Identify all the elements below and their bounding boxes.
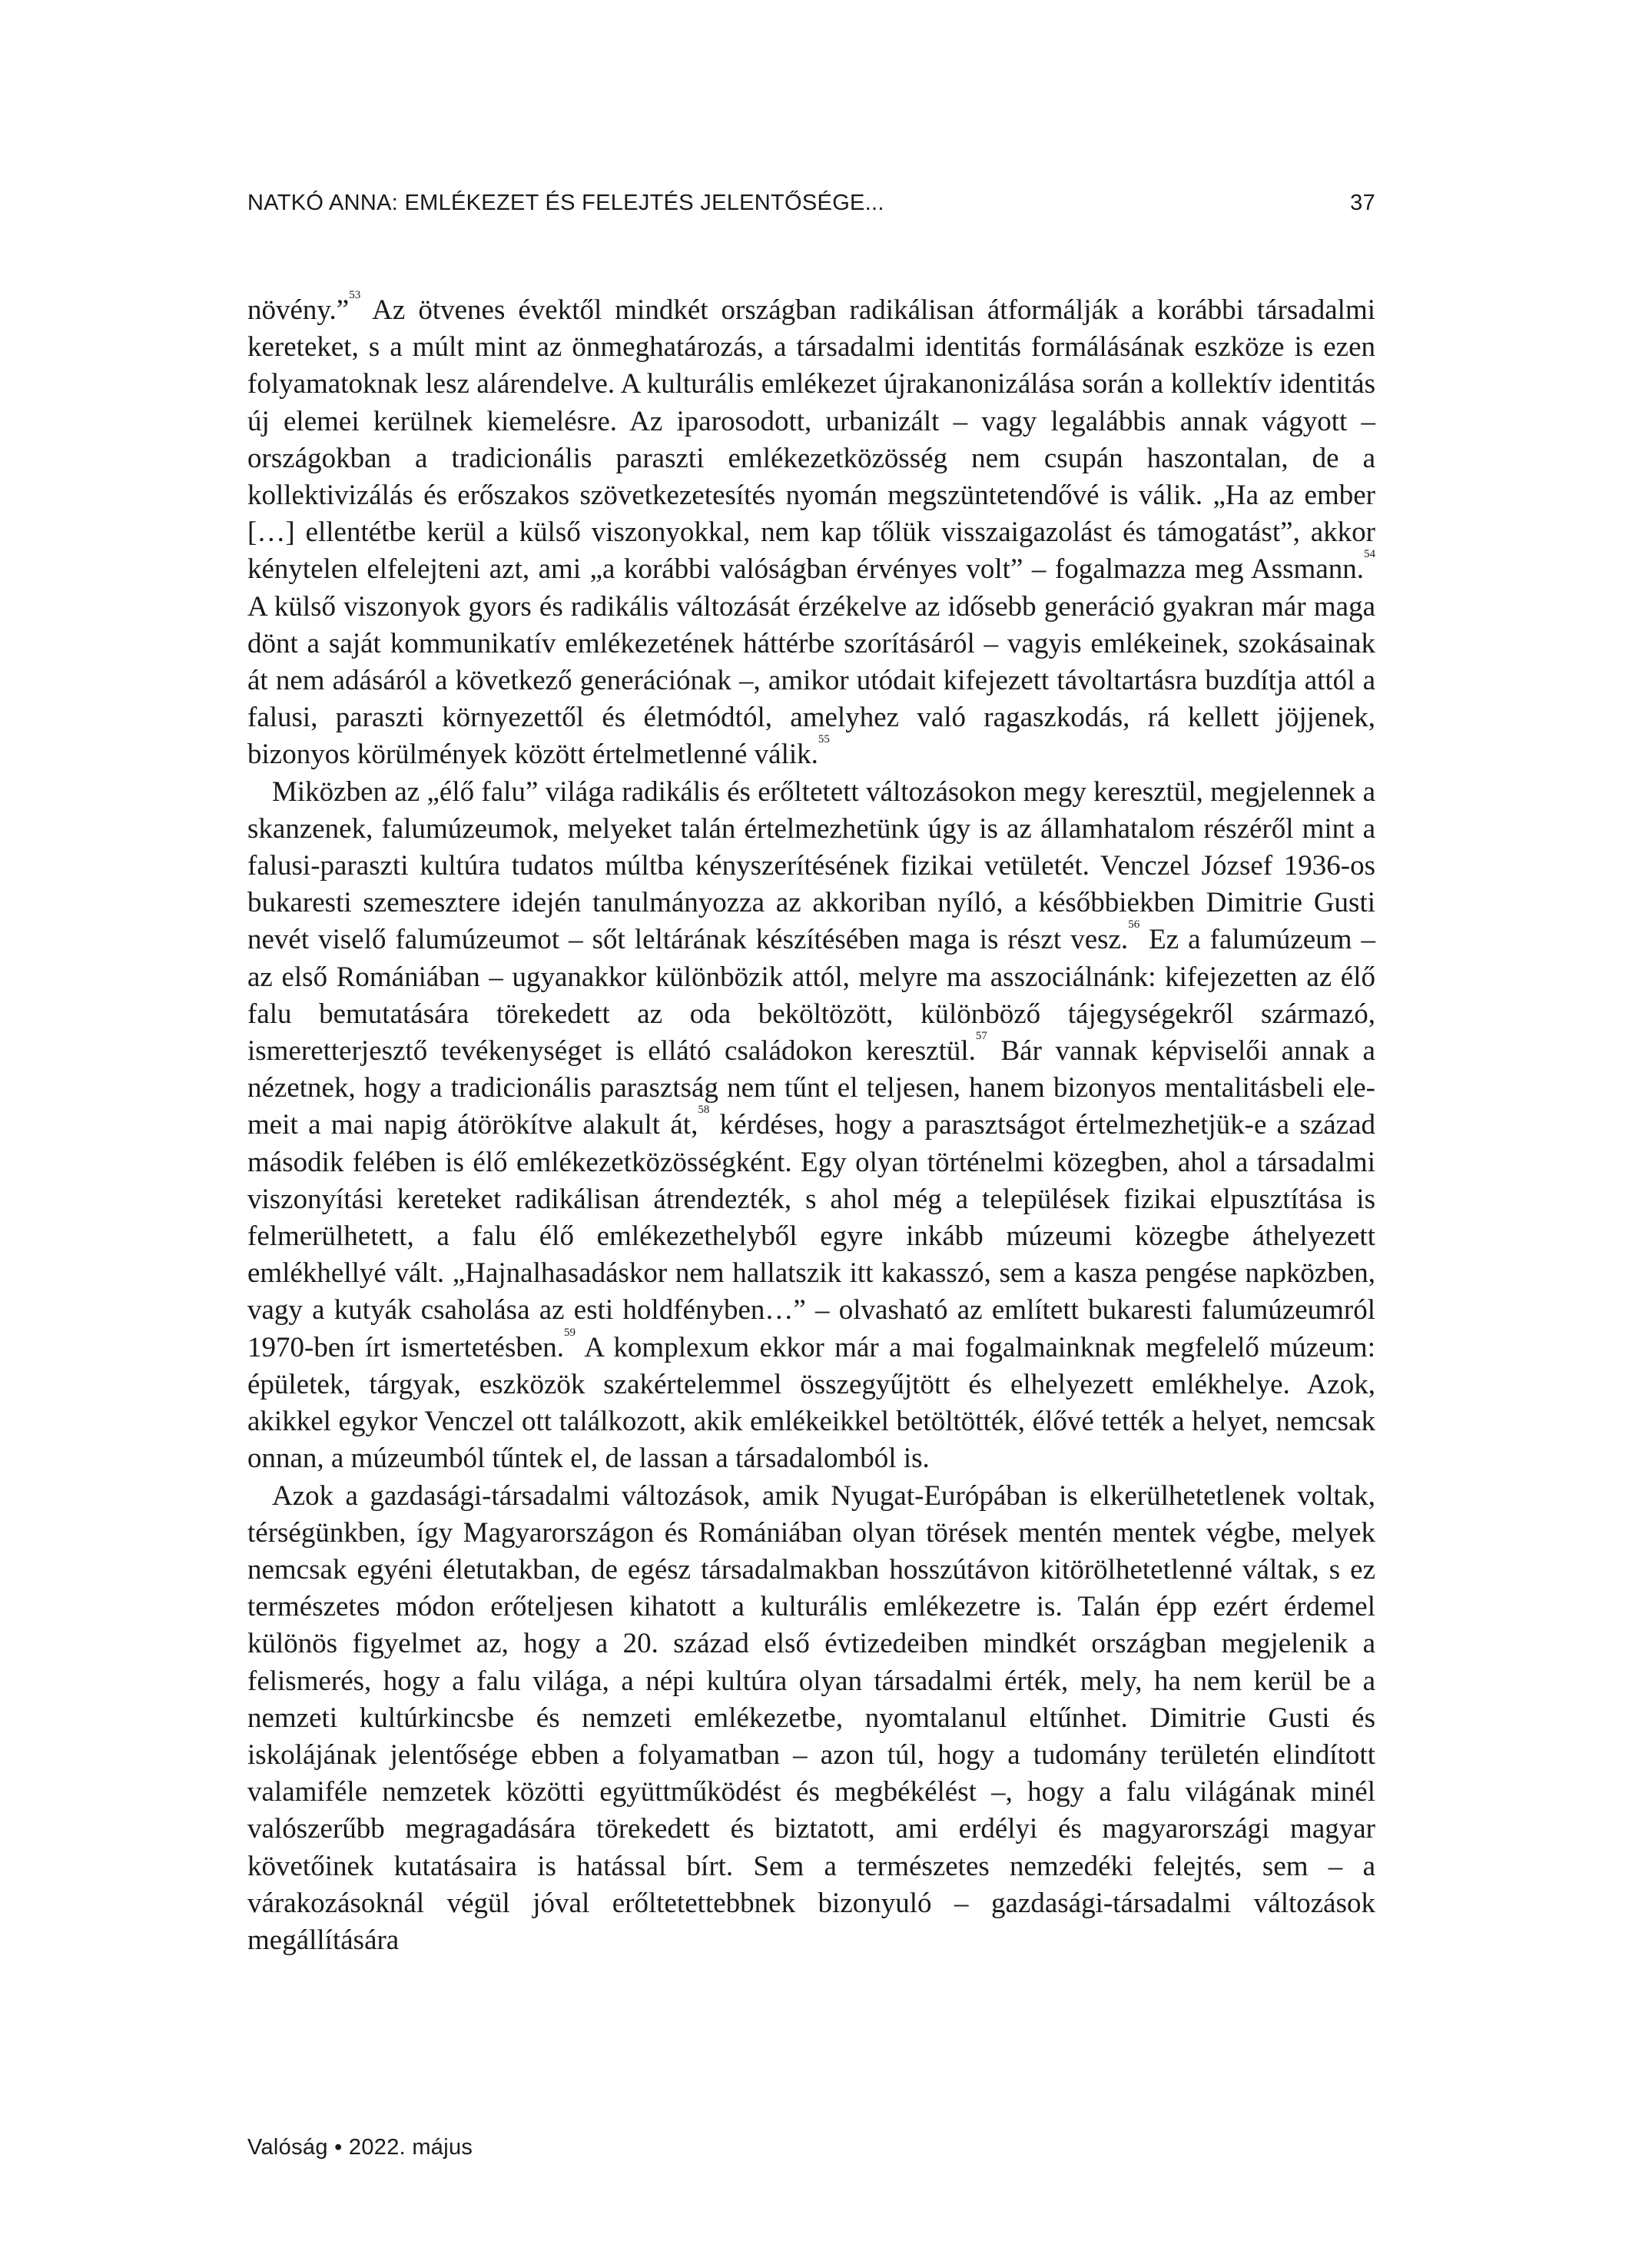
page-footer: [247, 2135, 473, 2160]
text-run: kérdéses, hogy a parasztságot értelmezhetjük-e a század második felében is élő emlékezetközösségként. Egy olyan történelmi közegben, ahol a társadalmi viszonyítási kereteket radikálisan átrendezték, s ahol még a települések fizikai elpusztítása is felmerülhetett, a falu élő emlékezethelyből egyre inkább múzeumi közegbe áthelyezett emlékhellyé vált. „Hajnalhasadáskor nem hallatszik itt kakasszó, sem a kasza pengése napközben, vagy a kutyák csaholása az esti holdfényben…” – olvasható az említett bukaresti falumúzeumról 1970-ben írt ismertetésben.: [247, 1109, 1375, 1363]
text-run: Bár vannak képviselői annak a nézetnek, hogy a tradicionális parasztság nem tűnt el teljesen, hanem bizonyos mentalitásbeli elemeit a mai napig átörökítve alakult át,: [247, 1035, 1375, 1141]
footnote-ref: 59: [564, 1326, 576, 1339]
text-run: Azok a gazdasági-társadalmi változások, amik Nyugat-Európában is elkerülhetetlenek voltak, térségünkben, így Magyarországon és Romániában olyan törések mentén mentek végbe, melyek nemcsak egyéni életutakban, de egész társadalmakban hosszútávon kitörölhetetlenné váltak, s ez természetes módon erőteljesen kihatott a kulturális emlékezetre is. Talán épp ezért érdemel különös figyelmet az, hogy a 20. század első évtizedeiben mindkét országban megjelenik a felismerés, hogy a falu világa, a népi kultúra olyan társadalmi érték, mely, ha nem kerül be a nemzeti kultúrkincsbe és nemzeti emlékezetbe, nyomtalanul eltűnhet. Dimitrie Gusti és iskolájának jelentősége ebben a folyamatban – azon túl, hogy a tudomány területén elindított valamiféle nemzetek közötti együttműködést és megbékélést –, hogy a falu világának minél valószerűbb megragadására törekedett és biztatott, ami erdélyi és magyarországi magyar követőinek kutatásaira is hatással bírt. Sem a természetes nemzedéki felejtés, sem – a várakozásoknál végül jóval erőltetettebbnek bizonyuló – gazdasági-társadalmi változások megállítására: [247, 1479, 1375, 1956]
text-run: A komplexum ekkor már a mai fogalmainknak megfelelő múzeum: épületek, tárgyak, eszközök szakértelemmel összegyűjtött és elhelyezett emlékhelye. Azok, akikkel egykor Venczel ott találkozott, akik emlékeikkel betöltötték, élővé tették a helyet, nemcsak onnan, a múzeumból tűntek el, de lassan a társadalomból is.: [247, 1331, 1375, 1475]
article-body: [247, 289, 1375, 1959]
running-head: [247, 191, 1375, 216]
text-run: A külső viszonyok gyors és radikális változását érzékelve az idősebb generáció gyakran már maga dönt a saját kommunikatív emlékezetének háttérbe szorításáról – vagyis emlékeinek, szokásainak át nem adásáról a következő generációnak –, amikor utódait kifejezett távoltartásra buzdítja attól a falusi, paraszti környezettől és életmódtól, amelyhez való ragaszkodás, rá kellett jöjjenek, bizonyos körülmények között értelmetlenné válik.: [247, 590, 1375, 771]
paragraph: [247, 289, 1375, 774]
text-run: Miközben az „élő falu” világa radikális és erőltetett változásokon megy keresztül, megjelennek a skanzenek, falumúzeumok, melyeket talán értelmezhetünk úgy is az államhatalom részéről mint a falusi-paraszti kultúra tudatos múltba kényszerítésének fizikai vetületét. Venczel József 1936-os bukaresti szemesztere idején tanulmányozza az akkoriban nyíló, a későbbiekben Dimitrie Gusti nevét viselő falumúzeumot – sőt leltárának készítésében maga is részt vesz.: [247, 775, 1375, 956]
footnote-ref: 55: [818, 733, 830, 746]
footnote-ref: 56: [1128, 918, 1140, 931]
page-number: 37: [1350, 191, 1375, 215]
footnote-ref: 54: [1364, 548, 1375, 561]
text-run: növény.”: [247, 294, 350, 326]
text-run: Ez a falumúzeum – az első Romániában – ugyanakkor különbözik attól, melyre ma asszociálnánk: kifejezetten az élő falu bemutatására törekedett az oda beköltözött, különböző tájegységekről származó, ismeretterjesztő tevékenységet is ellátó családokon keresztül.: [247, 924, 1375, 1068]
footnote-ref: 58: [698, 1104, 710, 1117]
paragraph: [247, 1478, 1375, 1960]
journal-issue: Valóság • 2022. május: [247, 2135, 473, 2160]
paragraph: [247, 774, 1375, 1478]
footnote-ref: 57: [975, 1030, 987, 1043]
footnote-ref: 53: [349, 289, 361, 301]
running-title: NATKÓ ANNA: EMLÉKEZET ÉS FELEJTÉS JELENTŐSÉGE...: [247, 191, 884, 215]
text-run: Az ötvenes évektől mindkét országban radikálisan átformálják a korábbi társadalmi kereteket, s a múlt mint az önmeghatározás, a társadalmi identitás formálásának eszköze is ezen folyamatoknak lesz alárendelve. A kulturális emlékezet újrakanonizálása során a kollektív identitás új elemei kerülnek kiemelésre. Az iparosodott, urbanizált – vagy legalábbis annak vágyott – országokban a tradicionális paraszti emlékezetközösség nem csupán haszontalan, de a kollektivizálás és erőszakos szövetkezetesítés nyomán megszüntetendővé is válik. „Ha az ember […] ellentétbe kerül a külső viszonyokkal, nem kap tőlük visszaigazolást és támogatást”, akkor kénytelen elfelejteni azt, ami „a korábbi valóságban érvényes volt” – fogalmazza meg Assmann.: [247, 294, 1375, 586]
